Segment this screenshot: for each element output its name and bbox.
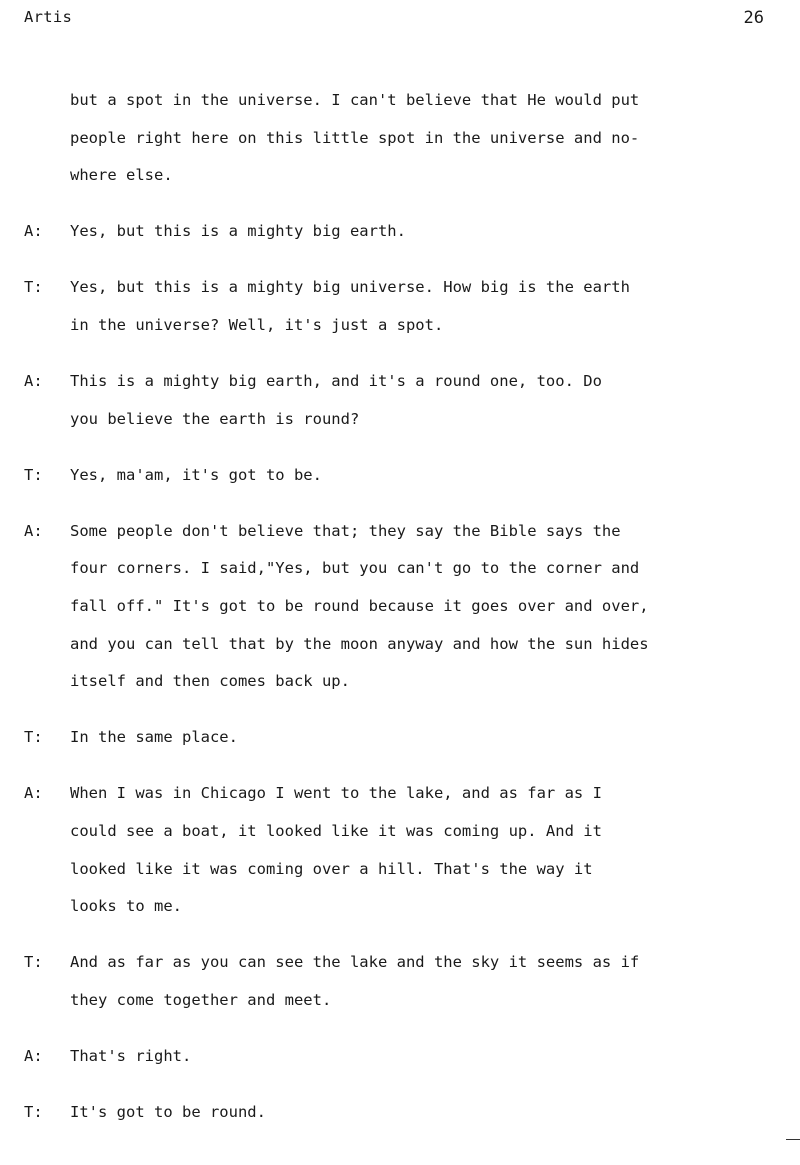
dialogue-line: four corners. I said,"Yes, but you can't go to the corner and xyxy=(70,559,640,578)
speaker-label: T: xyxy=(24,1103,43,1122)
dialogue-line: Yes, but this is a mighty big earth. xyxy=(70,222,406,241)
transcript-body xyxy=(24,82,774,1132)
speaker-label: T: xyxy=(24,278,43,297)
dialogue-line: looked like it was coming over a hill. That's the way it xyxy=(70,859,593,878)
dialogue-entry xyxy=(24,457,774,495)
speaker-label: A: xyxy=(24,784,43,803)
dialogue-line: could see a boat, it looked like it was coming up. And it xyxy=(70,822,602,840)
dialogue-entry xyxy=(24,513,774,701)
page-number: 26 xyxy=(743,8,764,28)
dialogue-line: and you can tell that by the moon anyway and how the sun hides xyxy=(70,634,649,653)
dialogue-text xyxy=(70,1094,774,1132)
dialogue-line: Yes, ma'am, it's got to be. xyxy=(70,465,322,484)
dialogue-entry xyxy=(24,363,774,438)
dialogue-line: In the same place. xyxy=(70,728,238,747)
dialogue-entry xyxy=(24,719,774,757)
dialogue-line: looks to me. xyxy=(70,897,182,916)
page-edge-mark xyxy=(786,1139,800,1140)
speaker-label: A: xyxy=(24,222,43,241)
dialogue-text xyxy=(70,457,774,495)
dialogue-text xyxy=(70,1038,774,1076)
speaker-label: T: xyxy=(24,465,43,484)
speaker-label: T: xyxy=(24,953,43,972)
dialogue-line: It's got to be round. xyxy=(70,1103,266,1122)
dialogue-text xyxy=(70,363,774,438)
dialogue-line: in the universe? Well, it's just a spot. xyxy=(70,315,444,334)
dialogue-entry xyxy=(24,1038,774,1076)
dialogue-line: Some people don't believe that; they say the Bible says the xyxy=(70,521,621,540)
continuation-line: people right here on this little spot in the universe and no- xyxy=(70,128,640,147)
speaker-label: T: xyxy=(24,728,43,747)
continuation-line: but a spot in the universe. I can't believe that He would put xyxy=(70,91,640,109)
continuation-paragraph xyxy=(24,82,774,195)
speaker-label: A: xyxy=(24,372,43,391)
dialogue-entry xyxy=(24,775,774,925)
speaker-label: A: xyxy=(24,521,43,540)
dialogue-line: fall off." It's got to be round because it goes over and over, xyxy=(70,597,649,616)
dialogue-entry xyxy=(24,269,774,344)
dialogue-entry xyxy=(24,944,774,1019)
dialogue-text xyxy=(70,269,774,344)
speaker-label: A: xyxy=(24,1046,43,1065)
continuation-line: where else. xyxy=(70,166,173,185)
header-name: Artis xyxy=(24,8,73,26)
dialogue-text xyxy=(70,944,774,1019)
dialogue-text xyxy=(70,213,774,251)
dialogue-line: When I was in Chicago I went to the lake, and as far as I xyxy=(70,784,602,803)
dialogue-text xyxy=(70,775,774,925)
dialogue-line: you believe the earth is round? xyxy=(70,409,360,428)
dialogue-entry xyxy=(24,1094,774,1132)
dialogue-line: This is a mighty big earth, and it's a round one, too. Do xyxy=(70,372,602,391)
dialogue-line: That's right. xyxy=(70,1046,192,1065)
dialogue-text xyxy=(70,719,774,757)
dialogue-line: Yes, but this is a mighty big universe. How big is the earth xyxy=(70,278,630,297)
dialogue-line: itself and then comes back up. xyxy=(70,672,350,691)
dialogue-line: they come together and meet. xyxy=(70,990,332,1009)
dialogue-entry xyxy=(24,213,774,251)
dialogue-text xyxy=(70,513,774,701)
dialogue-line: And as far as you can see the lake and the sky it seems as if xyxy=(70,953,640,972)
